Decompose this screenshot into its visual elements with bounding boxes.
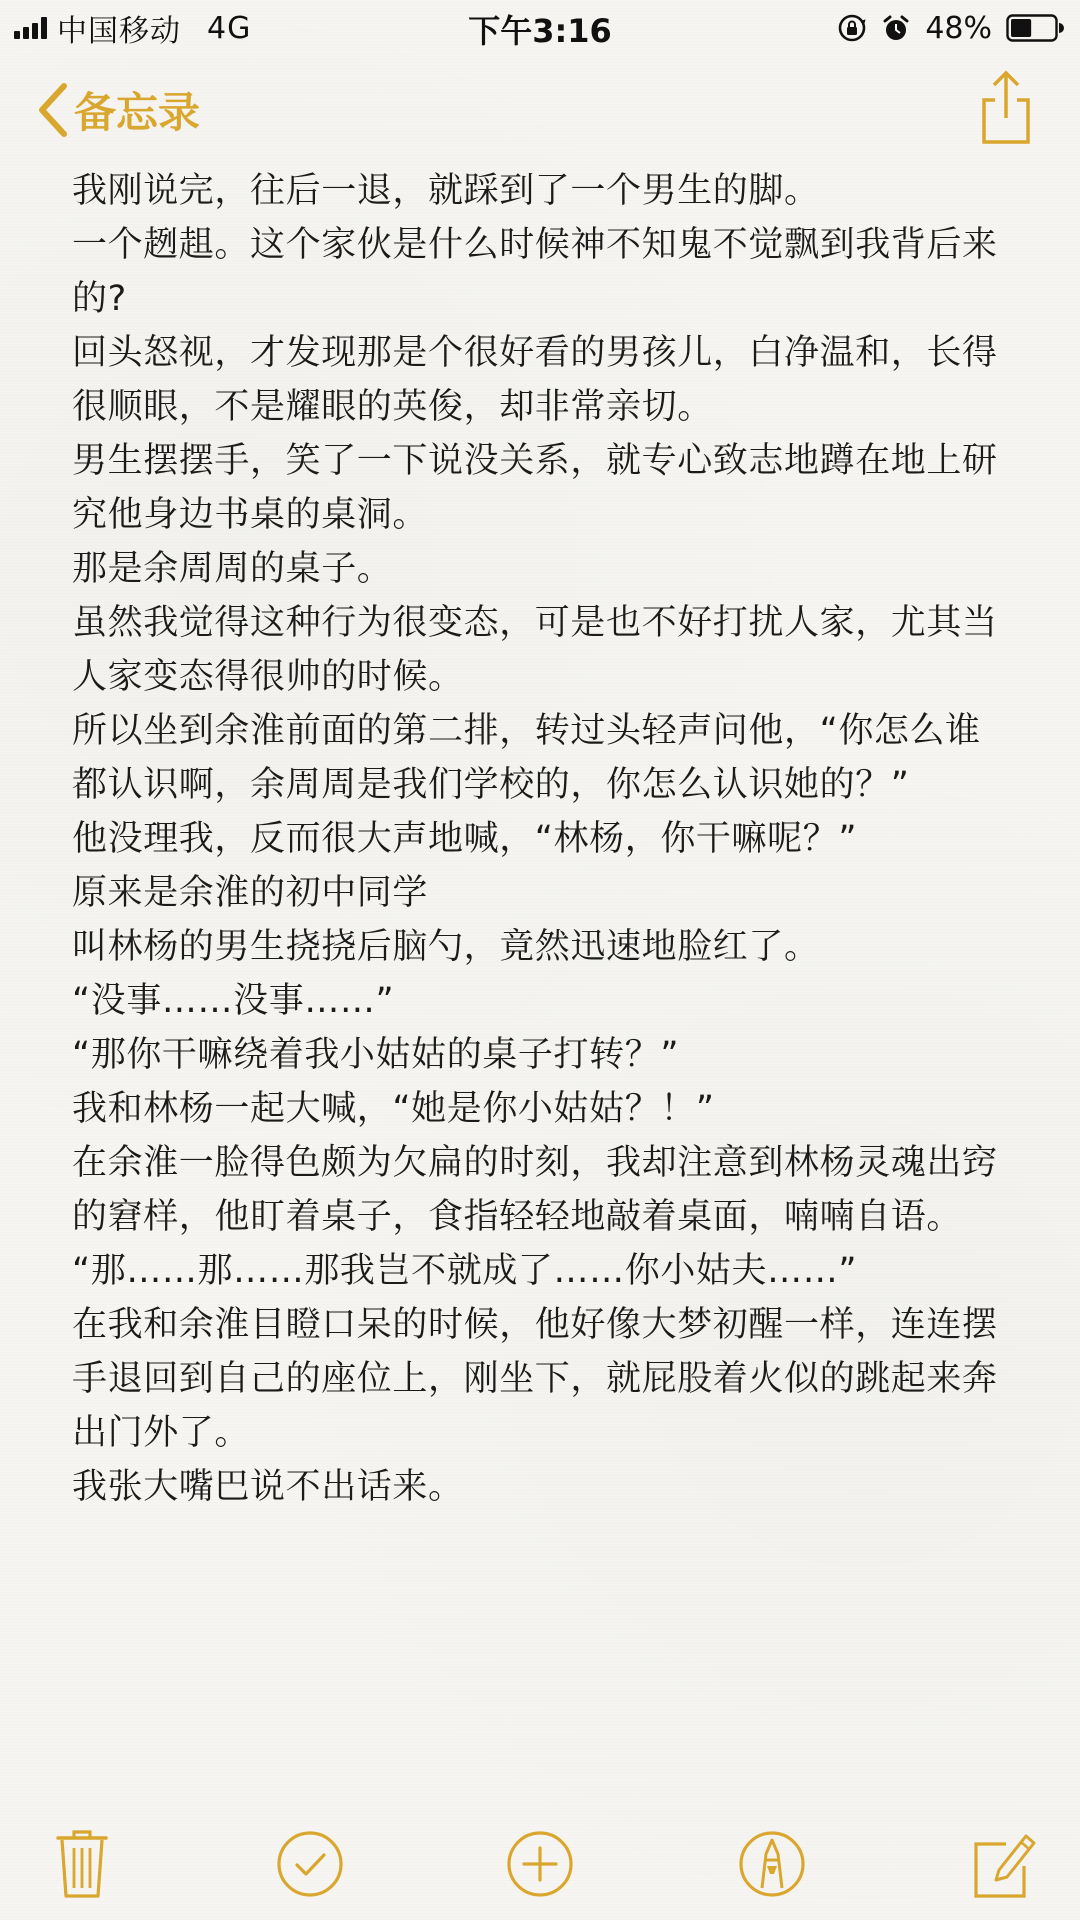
- note-paragraph: 叫林杨的男生挠挠后脑勺，竟然迅速地脸红了。: [72, 927, 820, 967]
- note-paragraph: 虽然我觉得这种行为很变态，可是也不好打扰人家，尤其当人家变态得很帅的时候。: [72, 603, 998, 697]
- compose-button[interactable]: [966, 1826, 1042, 1902]
- checklist-icon: [272, 1826, 348, 1902]
- add-icon: [502, 1826, 578, 1902]
- share-icon: [976, 70, 1036, 146]
- bottom-toolbar: [0, 1826, 1080, 1902]
- note-paragraph: “那……那……那我岂不就成了……你小姑夫……”: [72, 1251, 858, 1291]
- alarm-clock-icon: [881, 13, 911, 43]
- chevron-left-icon: [36, 82, 70, 138]
- note-paragraph: 原来是余淮的初中同学: [72, 873, 429, 913]
- note-paragraph: 我刚说完，往后一退，就踩到了一个男生的脚。: [72, 171, 820, 211]
- compose-icon: [966, 1826, 1042, 1902]
- carrier-name: 中国移动: [57, 14, 181, 49]
- network-type: 4G: [207, 10, 252, 46]
- note-paragraph: 回头怒视，才发现那是个很好看的男孩儿，白净温和，长得很顺眼，不是耀眼的英俊，却非常亲切。: [72, 333, 998, 427]
- rotation-lock-icon: [837, 13, 867, 43]
- navigation-bar: [0, 70, 1080, 150]
- checklist-button[interactable]: [272, 1826, 348, 1902]
- markup-button[interactable]: [734, 1826, 810, 1902]
- status-bar: [0, 0, 1080, 54]
- markup-pen-icon: [734, 1826, 810, 1902]
- note-paragraph: 所以坐到余淮前面的第二排，转过头轻声问他，“你怎么谁都认识啊，余周周是我们学校的，你怎么认识她的？”: [72, 711, 981, 805]
- status-right: [837, 8, 1064, 48]
- note-paragraph: 在我和余淮目瞪口呆的时候，他好像大梦初醒一样，连连摆手退回到自己的座位上，刚坐下，就屁股着火似的跳起来奔出门外了。: [72, 1305, 998, 1453]
- note-paragraph: 我和林杨一起大喊，“她是你小姑姑？！”: [72, 1089, 715, 1129]
- status-time: 下午3:16: [468, 12, 612, 50]
- note-body[interactable]: [72, 164, 1012, 1514]
- back-label: 备忘录: [74, 88, 201, 137]
- note-paragraph: “没事……没事……”: [72, 981, 395, 1021]
- note-paragraph: 他没理我，反而很大声地喊，“林杨，你干嘛呢？”: [72, 819, 858, 859]
- add-button[interactable]: [502, 1826, 578, 1902]
- note-paragraph: 在余淮一脸得色颇为欠扁的时刻，我却注意到林杨灵魂出窍的窘样，他盯着桌子，食指轻轻地敲着桌面，喃喃自语。: [72, 1143, 998, 1237]
- delete-button[interactable]: [48, 1826, 124, 1902]
- note-paragraph: “那你干嘛绕着我小姑姑的桌子打转？”: [72, 1035, 680, 1075]
- trash-icon: [48, 1826, 124, 1902]
- note-paragraph: 那是余周周的桌子。: [72, 549, 393, 589]
- battery-percentage: 48%: [925, 10, 992, 46]
- share-button[interactable]: [976, 70, 1036, 146]
- back-button[interactable]: [36, 78, 200, 142]
- note-paragraph: 一个趔趄。这个家伙是什么时候神不知鬼不觉飘到我背后来的?: [72, 225, 998, 319]
- note-paragraph: 我张大嘴巴说不出话来。: [72, 1467, 464, 1507]
- battery-icon: [1006, 14, 1064, 42]
- note-paragraph: 男生摆摆手，笑了一下说没关系，就专心致志地蹲在地上研究他身边书桌的桌洞。: [72, 441, 998, 535]
